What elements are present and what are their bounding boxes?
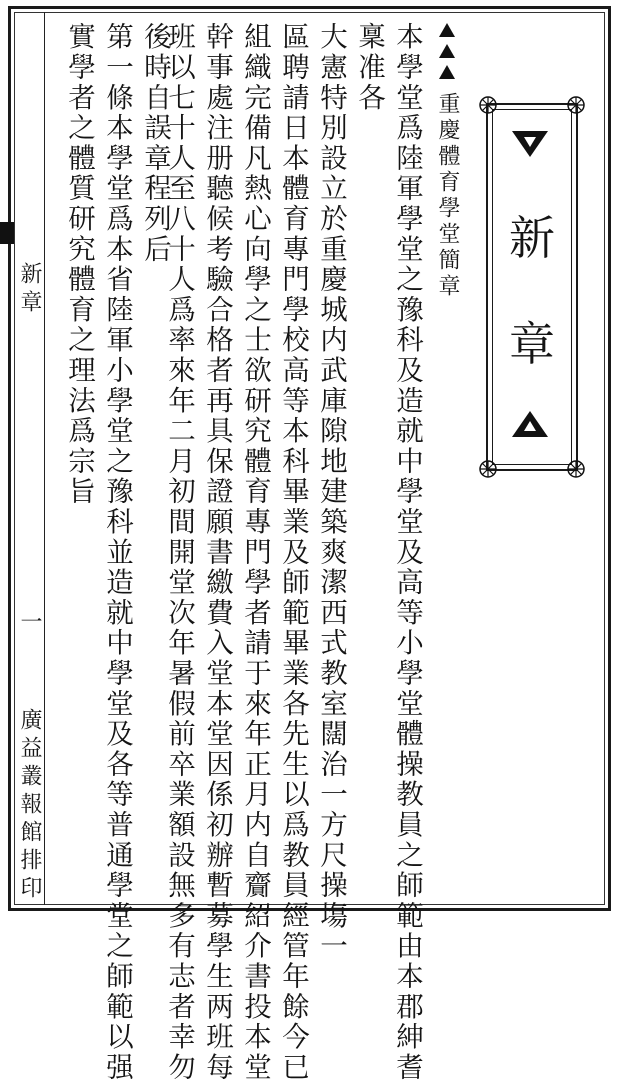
ornament-corner-icon [477,94,499,116]
margin-publisher: 廣益叢報館排印 [17,708,42,904]
margin-rule [44,12,45,905]
text-column-6: 幹事處注册聽候考驗合格者再具保證願書繳費入堂本堂因係初辦暫募學生两班每 [201,22,233,1083]
article-title: 重慶體育學堂簡章 [435,92,460,300]
section-marks [436,22,458,88]
triangle-down-icon [508,127,552,161]
triangle-section-mark-icon [438,64,456,80]
triangle-section-mark-icon [438,22,456,38]
text-column-1: 本學堂爲陸軍學堂之豫科及造就中學堂及高等小學堂體操教員之師範由本郡紳耆 [391,22,423,1083]
text-column-7: 班以七十人至八十人爲率來年二月初間開堂次年暑假前卒業額設無多有志者幸勿 [163,22,195,1083]
triangle-up-icon [508,407,552,441]
ornament-corner-icon [565,94,587,116]
text-column-5: 組織完備凡熱心向學之士欲研究體育專門學者請于來年正月内自齎紹介書投本堂 [239,22,271,1083]
plaque-char-top: 新 [509,211,555,265]
text-column-8: 後時自誤章程列后 [139,22,171,265]
ornament-corner-icon [565,458,587,480]
text-column-10: 實學者之體質研究體育之理法爲宗旨 [63,22,95,507]
ornament-corner-icon [477,458,499,480]
margin-tab-mark [0,222,14,244]
text-column-4: 區聘請日本體育專門學校高等本科畢業及師範畢業各先生以爲教員經管年餘今已 [277,22,309,1083]
text-column-9: 第一條本學堂爲本省陸軍小學堂之豫科並造就中學堂及各等普通學堂之師範以强 [101,22,133,1083]
text-column-2: 稟准各 [353,22,385,113]
plaque-char-bottom: 章 [509,317,555,371]
margin-section-label: 新章 [17,262,42,318]
section-plaque [486,103,578,471]
margin-page-number: 一 [17,610,42,638]
triangle-section-mark-icon [438,43,456,59]
text-column-3: 大憲特別設立於重慶城内武庫隙地建築爽潔西式教室闊治一方尺操塲一 [315,22,347,962]
